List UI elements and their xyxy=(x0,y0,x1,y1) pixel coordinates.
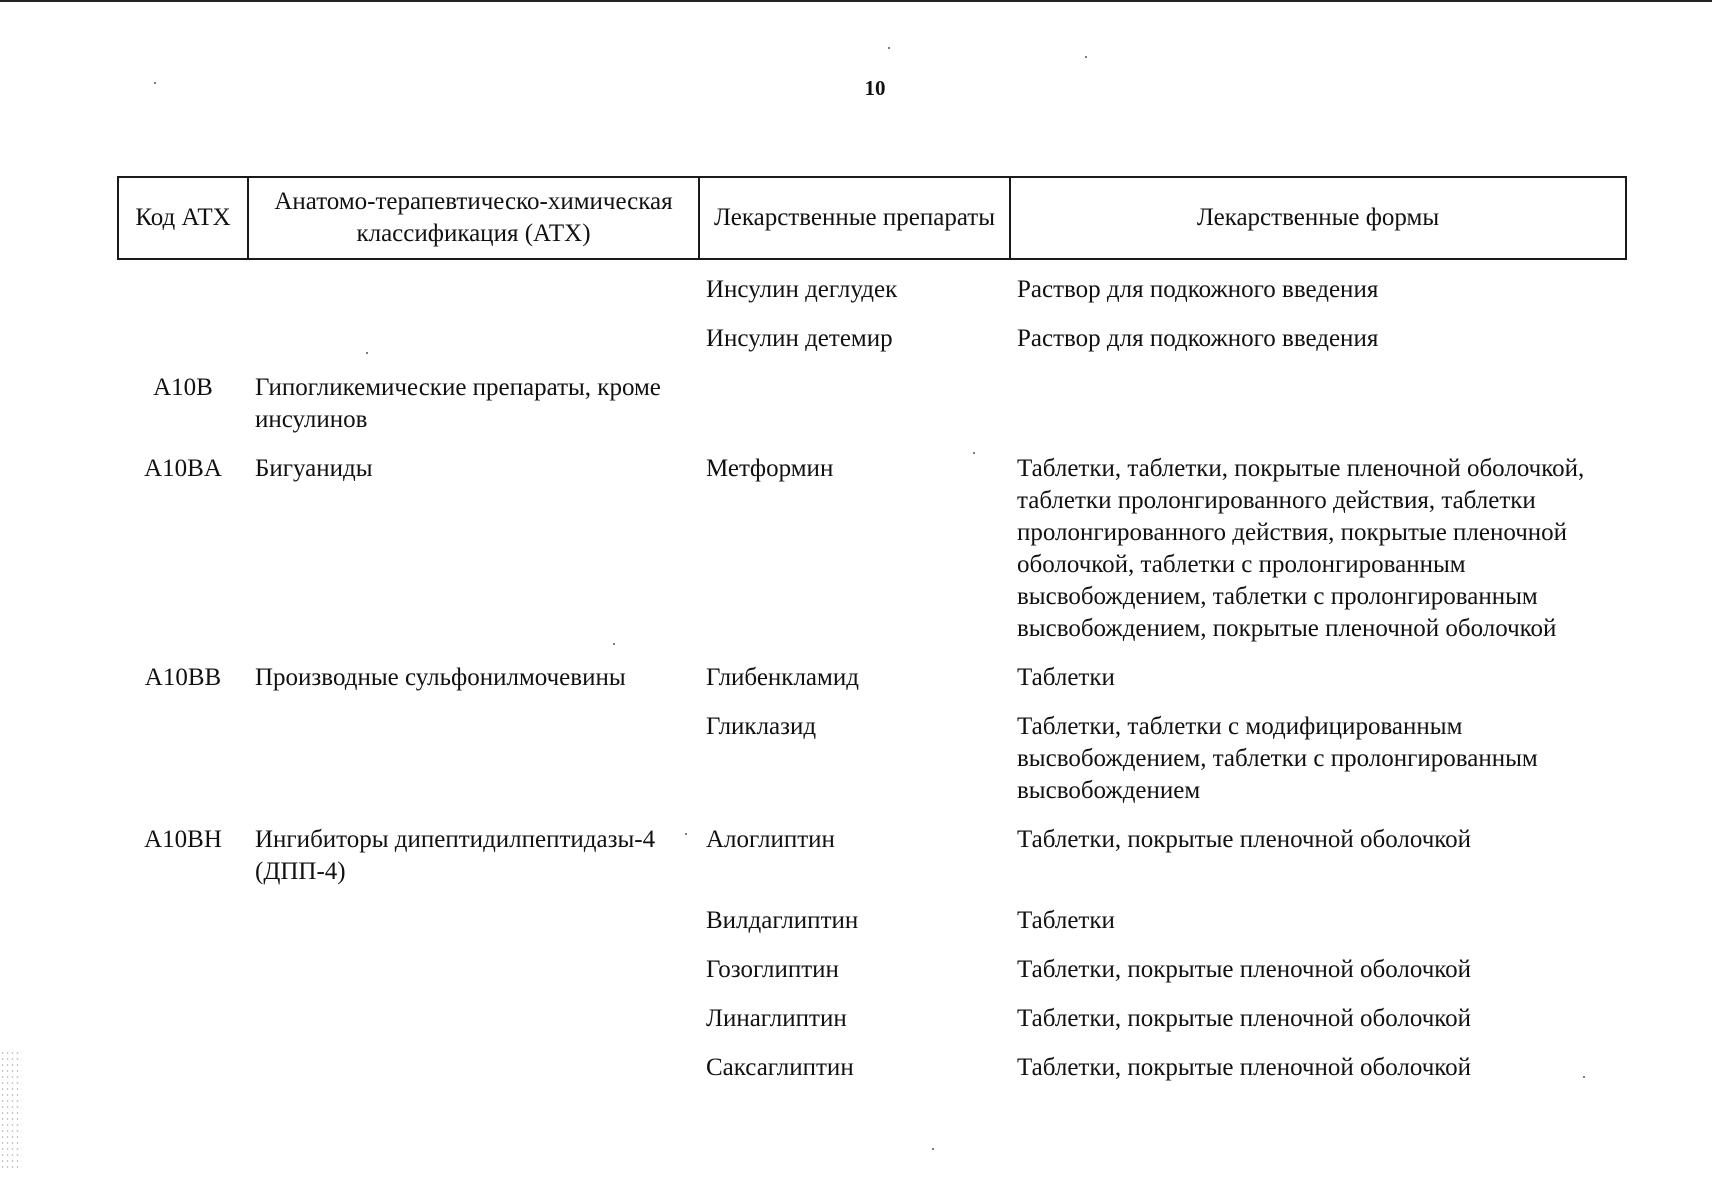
dosage-forms-cell: Таблетки, покрытые пленочной оболочкой xyxy=(1017,956,1472,983)
classification-cell xyxy=(248,1052,699,1101)
atx-drug-table xyxy=(117,176,1627,1101)
classification-cell: Гипогликемические препараты, кроме инсулинов xyxy=(255,374,661,433)
atx-code-cell xyxy=(118,711,248,824)
drug-cell: Саксаглиптин xyxy=(706,1054,854,1081)
dosage-forms-cell: Таблетки, покрытые пленочной оболочкой xyxy=(1017,1005,1472,1032)
scan-speck xyxy=(154,82,156,84)
table-row xyxy=(118,905,1626,954)
atx-code-cell xyxy=(118,259,248,323)
table-row xyxy=(118,323,1626,372)
drug-cell: Линаглиптин xyxy=(706,1005,847,1032)
table-row xyxy=(118,1003,1626,1052)
table-row xyxy=(118,1052,1626,1101)
table-row xyxy=(118,954,1626,1003)
dosage-forms-cell: Раствор для подкожного введения xyxy=(1017,276,1379,303)
classification-cell: Бигуаниды xyxy=(255,455,373,482)
dosage-forms-cell: Таблетки, таблетки, покрытые пленочной оболочкой, таблетки пролонгированного действия, таблетки пролонгированного действия, покрытые пленочной оболочкой, таблетки с пролонгированным высвобождением, таблетки с пролонгированным высвобождением, покрытые пленочной оболочкой xyxy=(1017,455,1585,642)
classification-cell xyxy=(248,954,699,1003)
header-atx-classification: Анатомо-терапевтическо-химическая классификация (АТХ) xyxy=(248,177,699,259)
header-row xyxy=(118,177,1626,259)
table-row xyxy=(118,259,1626,323)
atx-code-cell xyxy=(118,323,248,372)
dosage-forms-cell: Таблетки, таблетки с модифицированным высвобождением, таблетки с пролонгированным высвобождением xyxy=(1017,713,1538,804)
atx-code-cell: A10BB xyxy=(144,664,222,691)
classification-cell xyxy=(248,1003,699,1052)
dosage-forms-cell: Таблетки, покрытые пленочной оболочкой xyxy=(1017,826,1472,853)
top-border-line xyxy=(0,0,1712,2)
atx-code-cell: A10BA xyxy=(144,455,222,482)
atx-code-cell xyxy=(118,954,248,1003)
header-drugs: Лекарственные препараты xyxy=(699,177,1010,259)
table-row xyxy=(118,453,1626,662)
drug-cell: Гозоглиптин xyxy=(706,956,839,983)
classification-cell xyxy=(248,259,699,323)
drug-cell: Алоглиптин xyxy=(706,826,835,853)
atx-code-cell: A10BH xyxy=(144,826,222,853)
page-number: 10 xyxy=(864,76,886,100)
drug-cell: Инсулин детемир xyxy=(706,325,893,352)
table-body xyxy=(118,259,1626,1101)
dosage-forms-cell: Таблетки xyxy=(1017,664,1115,691)
atx-code-cell xyxy=(118,905,248,954)
scan-speck xyxy=(932,1148,934,1150)
drug-cell xyxy=(699,372,1010,453)
dosage-forms-cell: Таблетки, покрытые пленочной оболочкой xyxy=(1017,1054,1472,1081)
classification-cell xyxy=(248,323,699,372)
table-row xyxy=(118,372,1626,453)
scan-speck xyxy=(1085,56,1087,58)
table-row xyxy=(118,711,1626,824)
dosage-forms-cell: Таблетки xyxy=(1017,907,1115,934)
atx-code-cell xyxy=(118,1003,248,1052)
dosage-forms-cell: Раствор для подкожного введения xyxy=(1017,325,1379,352)
classification-cell xyxy=(248,905,699,954)
drug-cell: Метформин xyxy=(706,455,834,482)
scan-edge-noise xyxy=(0,1050,22,1170)
atx-code-cell xyxy=(118,1052,248,1101)
atx-code-cell: A10B xyxy=(153,374,213,401)
drug-cell: Глибенкламид xyxy=(706,664,859,691)
table-row xyxy=(118,662,1626,711)
drug-cell: Гликлазид xyxy=(706,713,817,740)
classification-cell: Производные сульфонилмочевины xyxy=(255,664,626,691)
drug-cell: Вилдаглиптин xyxy=(706,907,859,934)
header-atx-code: Код АТХ xyxy=(118,177,248,259)
table-header xyxy=(118,177,1626,259)
dosage-forms-cell xyxy=(1010,372,1626,453)
classification-cell xyxy=(248,711,699,824)
table-row xyxy=(118,824,1626,905)
drug-cell: Инсулин деглудек xyxy=(706,276,898,303)
classification-cell: Ингибиторы дипептидилпептидазы-4 (ДПП-4) xyxy=(255,826,656,885)
scan-speck xyxy=(888,47,890,49)
header-dosage-forms: Лекарственные формы xyxy=(1010,177,1626,259)
